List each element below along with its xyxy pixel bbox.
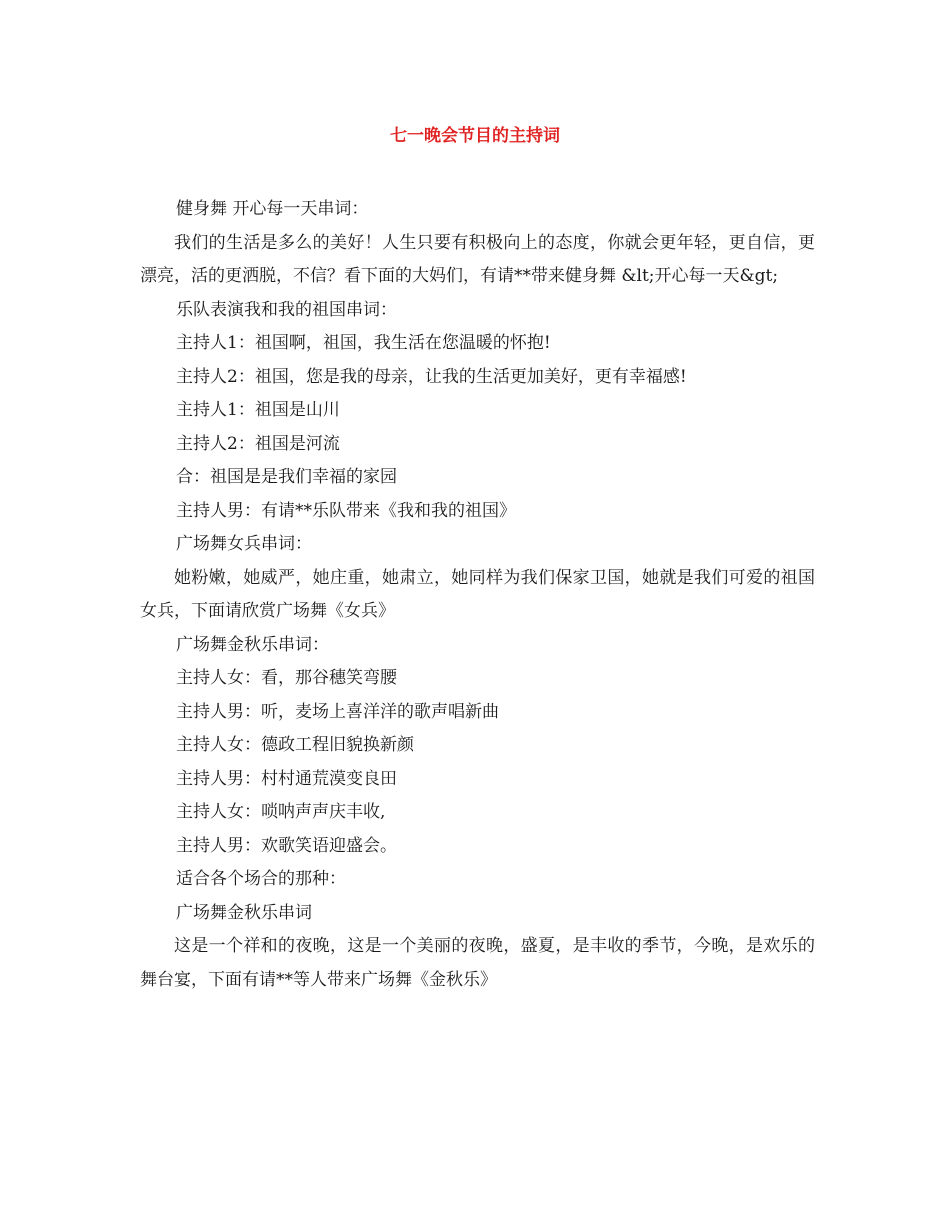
- paragraph: 主持人女：看，那谷穗笑弯腰: [176, 668, 397, 688]
- paragraph: 合：祖国是是我们幸福的家园: [176, 467, 397, 487]
- paragraph: 广场舞女兵串词：: [176, 534, 312, 554]
- paragraph: 主持人男：听，麦场上喜洋洋的歌声唱新曲: [176, 701, 499, 722]
- paragraph: 我们的生活是多么的美好！人生只要有积极向上的态度，你就会更年轻，更自信，更漂亮，活的更洒脱，不信？看下面的大妈们，有请**带来健身舞 &lt;开心每一天&gt;: [140, 232, 815, 286]
- paragraph: 主持人男：村村通荒漠变良田: [176, 768, 397, 789]
- paragraph: 主持人男：有请**乐队带来《我和我的祖国》: [176, 500, 516, 521]
- paragraph: 广场舞金秋乐串词：: [176, 634, 329, 655]
- paragraph: 健身舞 开心每一天串词：: [176, 199, 369, 219]
- paragraph: 这是一个祥和的夜晚，这是一个美丽的夜晚，盛夏，是丰收的季节，今晚，是欢乐的舞台宴，下面有请**等人带来广场舞《金秋乐》: [140, 936, 815, 990]
- document-body: [140, 193, 815, 997]
- paragraph: 她粉嫩，她威严，她庄重，她肃立，她同样为我们保家卫国，她就是我们可爱的祖国女兵，下面请欣赏广场舞《女兵》: [140, 567, 815, 621]
- paragraph: 主持人男：欢歌笑语迎盛会。: [176, 835, 397, 856]
- paragraph: 主持人女：德政工程旧貌换新颜: [176, 735, 414, 755]
- paragraph: 主持人1：祖国是山川: [176, 400, 340, 420]
- paragraph: 主持人2：祖国，您是我的母亲，让我的生活更加美好，更有幸福感!: [176, 366, 687, 387]
- paragraph: 主持人1：祖国啊，祖国，我生活在您温暖的怀抱!: [176, 333, 551, 353]
- document-title: 七一晚会节目的主持词: [390, 126, 560, 146]
- paragraph: 主持人女：唢呐声声庆丰收,: [176, 802, 386, 822]
- paragraph: 适合各个场合的那种：: [176, 869, 346, 889]
- paragraph: 主持人2：祖国是河流: [176, 433, 340, 454]
- paragraph: 广场舞金秋乐串词: [176, 902, 312, 923]
- paragraph: 乐队表演我和我的祖国串词：: [176, 299, 397, 320]
